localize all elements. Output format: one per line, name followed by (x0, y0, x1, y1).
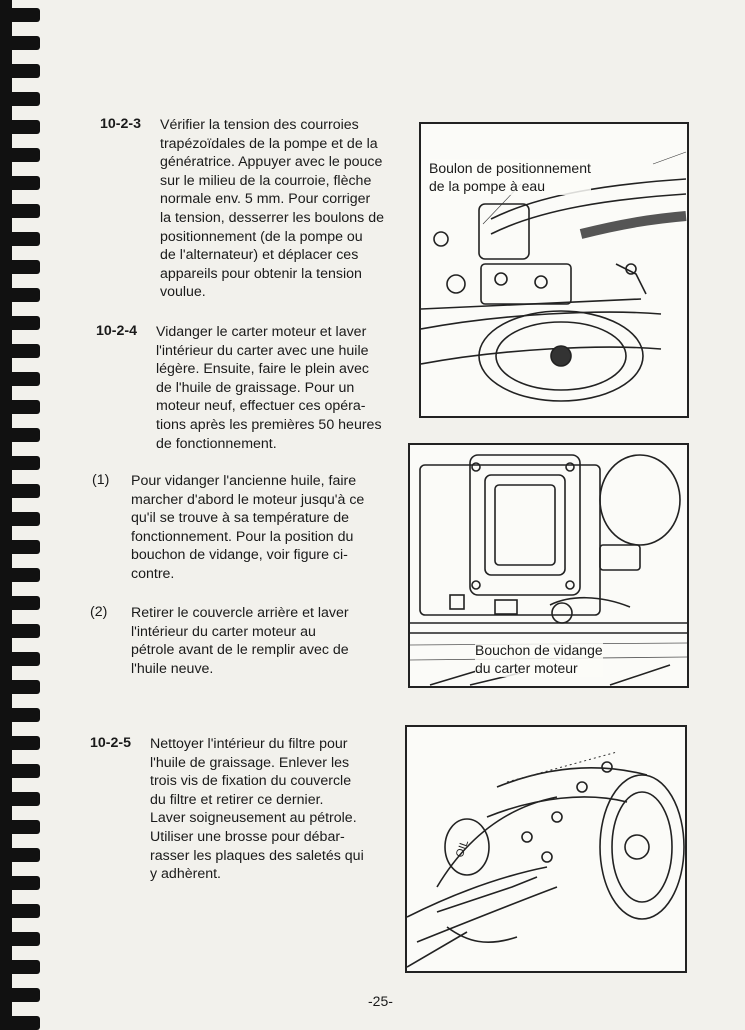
binding-hole (0, 596, 40, 610)
binding-hole (0, 456, 40, 470)
binding-hole (0, 764, 40, 778)
binding-hole (0, 568, 40, 582)
text-line: sur le milieu de la courroie, flèche (160, 172, 372, 189)
binding-hole (0, 260, 40, 274)
text-line: Vidanger le carter moteur et laver (156, 324, 367, 340)
text-line: Nettoyer l'intérieur du filtre pour (150, 736, 348, 752)
item-text-1 (131, 472, 364, 584)
page-number: -25- (368, 993, 393, 1009)
binding-hole (0, 372, 40, 386)
binding-hole (0, 876, 40, 890)
text-line: de l'alternateur) et déplacer ces (160, 247, 359, 264)
text-line: l'huile neuve. (131, 660, 214, 677)
binding-hole (0, 1016, 40, 1030)
text-line: de fonctionnement. (156, 435, 277, 452)
text-line: trois vis de fixation du couvercle (150, 773, 352, 790)
text-line: la tension, desserrer les boulons de (160, 209, 384, 226)
binding-hole (0, 624, 40, 638)
binding-hole (0, 316, 40, 330)
text-line: génératrice. Appuyer avec le pouce (160, 154, 383, 171)
text-line: Laver soigneusement au pétrole. (150, 810, 357, 827)
binding-hole (0, 540, 40, 554)
text-line: pétrole avant de le remplir avec de (131, 642, 349, 659)
text-line: tions après les premières 50 heures (156, 416, 382, 433)
text-line: moteur neuf, effectuer ces opéra- (156, 398, 366, 415)
item-number-1: (1) (92, 472, 110, 488)
section-number-10-2-3: 10-2-3 (100, 116, 142, 132)
text-line: qu'il se trouve à sa température de (131, 510, 350, 527)
binding-hole (0, 204, 40, 218)
text-line: fonctionnement. Pour la position du (131, 528, 354, 545)
text-line: de l'huile de graissage. Pour un (156, 379, 355, 396)
binding-hole (0, 904, 40, 918)
binding-hole (0, 288, 40, 302)
caption-line: Boulon de positionnement (429, 160, 591, 176)
section-text-10-2-4 (156, 323, 382, 453)
spiral-binding (0, 0, 46, 1024)
text-line: Utiliser une brosse pour débar- (150, 828, 345, 845)
binding-hole (0, 400, 40, 414)
caption-line: du carter moteur (475, 660, 578, 676)
text-line: Vérifier la tension des courroies (160, 117, 359, 133)
text-line: normale env. 5 mm. Pour corriger (160, 191, 371, 208)
text-line: du filtre et retirer ce dernier. (150, 791, 324, 808)
caption-water-pump-bolt (429, 159, 591, 195)
binding-hole (0, 652, 40, 666)
section-number-10-2-4: 10-2-4 (96, 323, 138, 339)
caption-line: Bouchon de vidange (475, 642, 603, 658)
text-line: y adhèrent. (150, 866, 221, 883)
binding-hole (0, 92, 40, 106)
binding-hole (0, 932, 40, 946)
section-text-10-2-3 (160, 116, 384, 302)
item-number-2: (2) (90, 604, 108, 620)
text-line: Retirer le couvercle arrière et laver (131, 605, 349, 621)
text-line: marcher d'abord le moteur jusqu'à ce (131, 491, 365, 508)
figure-water-pump-belt (419, 122, 689, 418)
text-line: appareils pour obtenir la tension (160, 265, 362, 282)
section-number-10-2-5: 10-2-5 (90, 735, 132, 751)
figure-crankcase-drain-plug (408, 443, 689, 688)
binding-hole (0, 428, 40, 442)
binding-hole (0, 176, 40, 190)
text-line: Pour vidanger l'ancienne huile, faire (131, 473, 357, 489)
binding-hole (0, 36, 40, 50)
binding-hole (0, 120, 40, 134)
text-line: légère. Ensuite, faire le plein avec (156, 361, 369, 378)
oil-filter-illustration (407, 727, 685, 971)
binding-hole (0, 736, 40, 750)
binding-hole (0, 148, 40, 162)
binding-hole (0, 960, 40, 974)
text-line: voulue. (160, 284, 206, 301)
binding-hole (0, 708, 40, 722)
binding-hole (0, 848, 40, 862)
oil-cap-label: OIL (453, 838, 472, 860)
text-line: l'intérieur du carter avec une huile (156, 342, 369, 359)
binding-hole (0, 8, 40, 22)
binding-hole (0, 988, 40, 1002)
item-text-2 (131, 604, 349, 678)
binding-hole (0, 512, 40, 526)
binding-hole (0, 792, 40, 806)
text-line: l'huile de graissage. Enlever les (150, 754, 350, 771)
text-line: rasser les plaques des saletés qui (150, 847, 364, 864)
binding-hole (0, 232, 40, 246)
text-line: l'intérieur du carter moteur au (131, 623, 316, 640)
text-line: bouchon de vidange, voir figure ci- (131, 547, 348, 564)
section-text-10-2-5 (150, 735, 364, 884)
caption-line: de la pompe à eau (429, 178, 545, 194)
text-line: positionnement (de la pompe ou (160, 228, 363, 245)
binding-hole (0, 64, 40, 78)
binding-hole (0, 484, 40, 498)
figure-oil-filter (405, 725, 687, 973)
binding-hole (0, 820, 40, 834)
caption-drain-plug (475, 641, 603, 677)
text-line: contre. (131, 565, 175, 582)
text-line: trapézoïdales de la pompe et de la (160, 135, 378, 152)
binding-hole (0, 680, 40, 694)
binding-hole (0, 344, 40, 358)
